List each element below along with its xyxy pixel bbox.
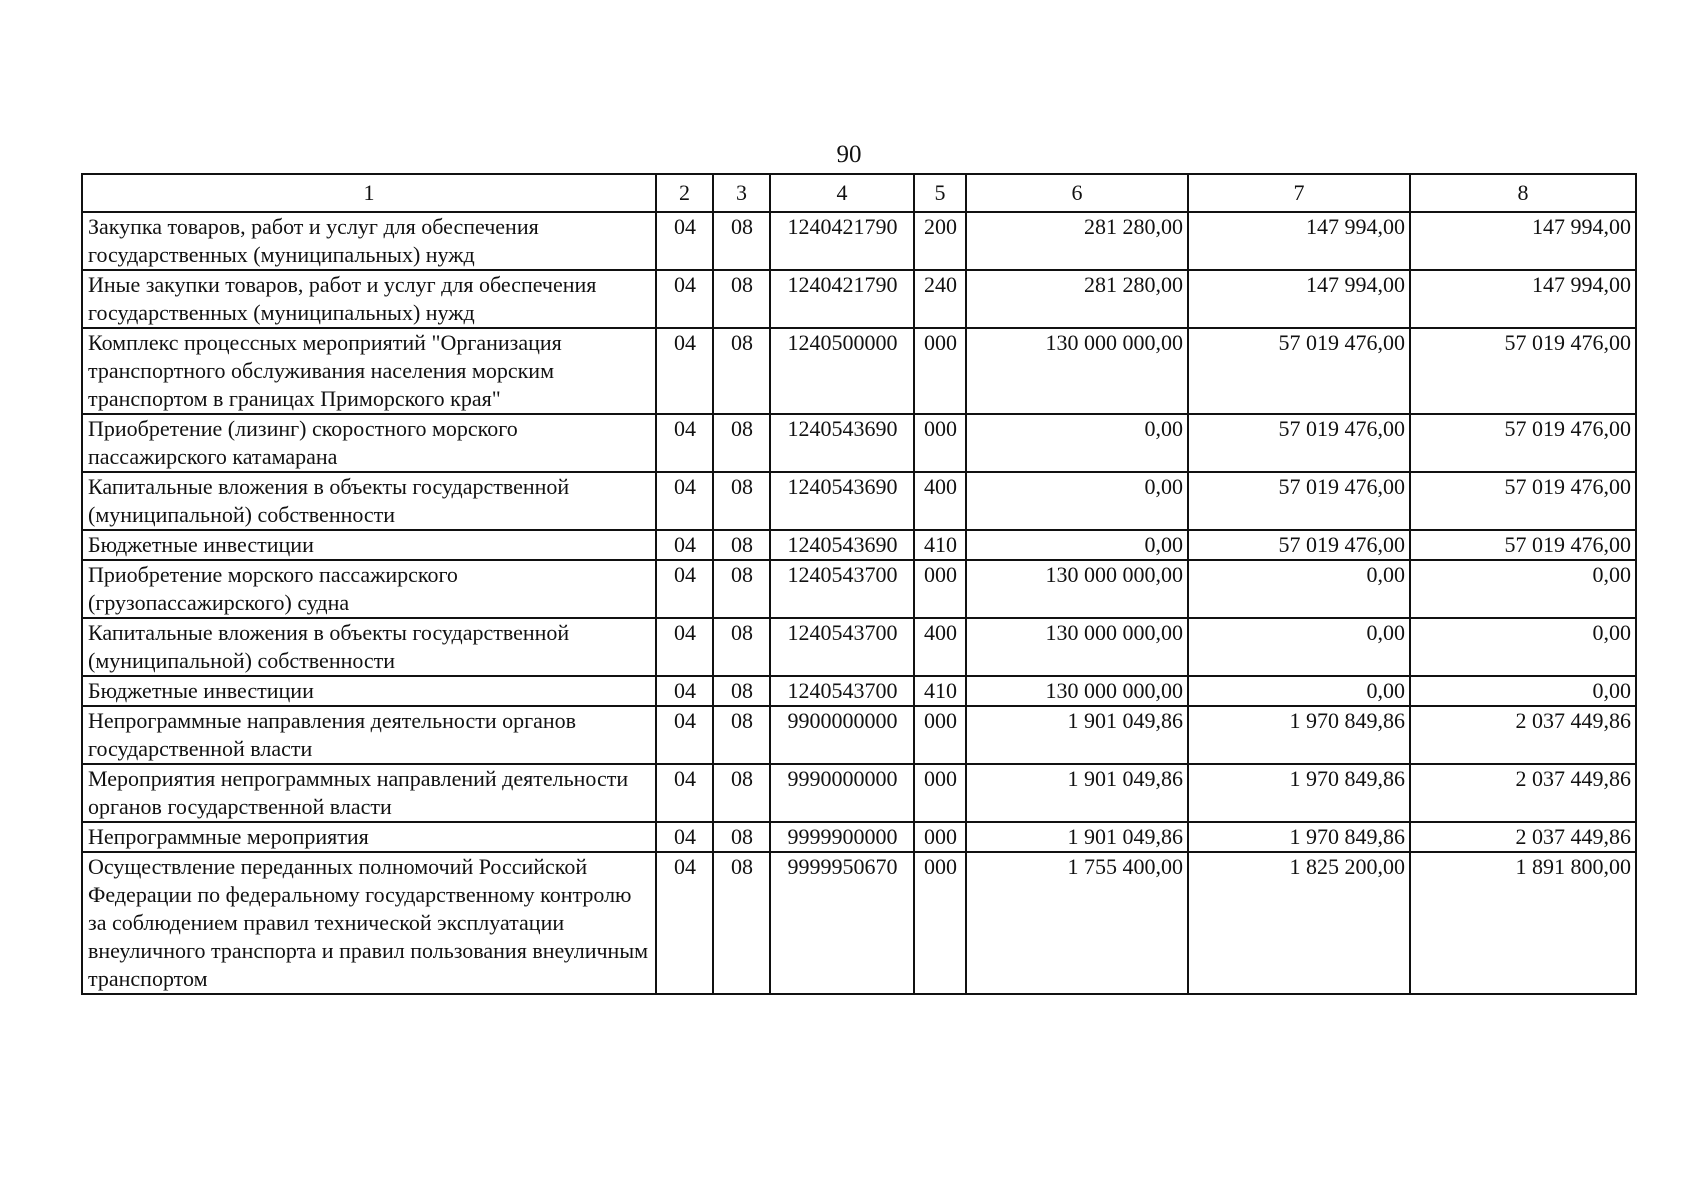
amount-col6: 130 000 000,00 bbox=[966, 618, 1188, 676]
row-name: Капитальные вложения в объекты государственной (муниципальной) собственности bbox=[82, 618, 656, 676]
section-code: 04 bbox=[656, 822, 713, 852]
amount-col8: 147 994,00 bbox=[1410, 270, 1636, 328]
column-header: 5 bbox=[914, 174, 966, 212]
amount-col8: 0,00 bbox=[1410, 560, 1636, 618]
subsection-code: 08 bbox=[713, 530, 770, 560]
row-name: Капитальные вложения в объекты государственной (муниципальной) собственности bbox=[82, 472, 656, 530]
row-name: Комплекс процессных мероприятий "Организация транспортного обслуживания населения морским транспортом в границах Приморского края" bbox=[82, 328, 656, 414]
target-article-code: 1240543690 bbox=[770, 530, 914, 560]
expense-type-code: 410 bbox=[914, 676, 966, 706]
amount-col7: 147 994,00 bbox=[1188, 270, 1410, 328]
expense-type-code: 000 bbox=[914, 328, 966, 414]
table-row bbox=[82, 530, 1636, 560]
row-name: Иные закупки товаров, работ и услуг для обеспечения государственных (муниципальных) нужд bbox=[82, 270, 656, 328]
amount-col6: 1 901 049,86 bbox=[966, 822, 1188, 852]
amount-col7: 1 825 200,00 bbox=[1188, 852, 1410, 994]
expense-type-code: 000 bbox=[914, 706, 966, 764]
amount-col7: 0,00 bbox=[1188, 618, 1410, 676]
expense-type-code: 400 bbox=[914, 472, 966, 530]
amount-col7: 57 019 476,00 bbox=[1188, 472, 1410, 530]
target-article-code: 1240421790 bbox=[770, 212, 914, 270]
target-article-code: 9999900000 bbox=[770, 822, 914, 852]
expense-type-code: 000 bbox=[914, 852, 966, 994]
target-article-code: 1240500000 bbox=[770, 328, 914, 414]
expense-type-code: 000 bbox=[914, 822, 966, 852]
amount-col8: 2 037 449,86 bbox=[1410, 764, 1636, 822]
expense-type-code: 400 bbox=[914, 618, 966, 676]
column-header: 7 bbox=[1188, 174, 1410, 212]
amount-col6: 281 280,00 bbox=[966, 270, 1188, 328]
section-code: 04 bbox=[656, 618, 713, 676]
subsection-code: 08 bbox=[713, 212, 770, 270]
section-code: 04 bbox=[656, 328, 713, 414]
amount-col7: 0,00 bbox=[1188, 676, 1410, 706]
amount-col8: 147 994,00 bbox=[1410, 212, 1636, 270]
subsection-code: 08 bbox=[713, 618, 770, 676]
amount-col8: 57 019 476,00 bbox=[1410, 472, 1636, 530]
row-name: Непрограммные направления деятельности органов государственной власти bbox=[82, 706, 656, 764]
section-code: 04 bbox=[656, 414, 713, 472]
amount-col8: 57 019 476,00 bbox=[1410, 414, 1636, 472]
amount-col6: 1 901 049,86 bbox=[966, 764, 1188, 822]
section-code: 04 bbox=[656, 706, 713, 764]
amount-col7: 1 970 849,86 bbox=[1188, 822, 1410, 852]
amount-col8: 57 019 476,00 bbox=[1410, 530, 1636, 560]
target-article-code: 1240543700 bbox=[770, 560, 914, 618]
amount-col6: 130 000 000,00 bbox=[966, 328, 1188, 414]
section-code: 04 bbox=[656, 530, 713, 560]
amount-col7: 57 019 476,00 bbox=[1188, 414, 1410, 472]
amount-col7: 57 019 476,00 bbox=[1188, 530, 1410, 560]
budget-table bbox=[81, 173, 1637, 995]
table-row bbox=[82, 414, 1636, 472]
amount-col8: 1 891 800,00 bbox=[1410, 852, 1636, 994]
table-row bbox=[82, 618, 1636, 676]
expense-type-code: 000 bbox=[914, 764, 966, 822]
row-name: Непрограммные мероприятия bbox=[82, 822, 656, 852]
table-row bbox=[82, 822, 1636, 852]
table-row bbox=[82, 328, 1636, 414]
target-article-code: 1240421790 bbox=[770, 270, 914, 328]
column-number-header-row bbox=[82, 174, 1636, 212]
amount-col6: 0,00 bbox=[966, 414, 1188, 472]
section-code: 04 bbox=[656, 212, 713, 270]
amount-col7: 57 019 476,00 bbox=[1188, 328, 1410, 414]
table-row bbox=[82, 706, 1636, 764]
target-article-code: 9990000000 bbox=[770, 764, 914, 822]
expense-type-code: 240 bbox=[914, 270, 966, 328]
subsection-code: 08 bbox=[713, 852, 770, 994]
subsection-code: 08 bbox=[713, 414, 770, 472]
subsection-code: 08 bbox=[713, 270, 770, 328]
amount-col8: 0,00 bbox=[1410, 676, 1636, 706]
amount-col8: 0,00 bbox=[1410, 618, 1636, 676]
expense-type-code: 410 bbox=[914, 530, 966, 560]
section-code: 04 bbox=[656, 270, 713, 328]
row-name: Бюджетные инвестиции bbox=[82, 676, 656, 706]
amount-col7: 1 970 849,86 bbox=[1188, 764, 1410, 822]
target-article-code: 9900000000 bbox=[770, 706, 914, 764]
column-header: 6 bbox=[966, 174, 1188, 212]
amount-col6: 130 000 000,00 bbox=[966, 560, 1188, 618]
page-number: 90 bbox=[836, 141, 862, 168]
subsection-code: 08 bbox=[713, 472, 770, 530]
column-header: 2 bbox=[656, 174, 713, 212]
table-row bbox=[82, 472, 1636, 530]
table-row bbox=[82, 270, 1636, 328]
section-code: 04 bbox=[656, 764, 713, 822]
column-header: 1 bbox=[82, 174, 656, 212]
table-row bbox=[82, 676, 1636, 706]
subsection-code: 08 bbox=[713, 764, 770, 822]
amount-col7: 1 970 849,86 bbox=[1188, 706, 1410, 764]
target-article-code: 1240543700 bbox=[770, 618, 914, 676]
row-name: Закупка товаров, работ и услуг для обеспечения государственных (муниципальных) нужд bbox=[82, 212, 656, 270]
amount-col6: 1 755 400,00 bbox=[966, 852, 1188, 994]
amount-col6: 0,00 bbox=[966, 530, 1188, 560]
target-article-code: 9999950670 bbox=[770, 852, 914, 994]
amount-col8: 57 019 476,00 bbox=[1410, 328, 1636, 414]
amount-col6: 281 280,00 bbox=[966, 212, 1188, 270]
amount-col6: 1 901 049,86 bbox=[966, 706, 1188, 764]
subsection-code: 08 bbox=[713, 328, 770, 414]
expense-type-code: 000 bbox=[914, 414, 966, 472]
expense-type-code: 000 bbox=[914, 560, 966, 618]
target-article-code: 1240543690 bbox=[770, 472, 914, 530]
table-row bbox=[82, 212, 1636, 270]
table-row bbox=[82, 560, 1636, 618]
amount-col8: 2 037 449,86 bbox=[1410, 706, 1636, 764]
amount-col6: 0,00 bbox=[966, 472, 1188, 530]
target-article-code: 1240543690 bbox=[770, 414, 914, 472]
section-code: 04 bbox=[656, 676, 713, 706]
column-header: 8 bbox=[1410, 174, 1636, 212]
amount-col7: 147 994,00 bbox=[1188, 212, 1410, 270]
table-row bbox=[82, 852, 1636, 994]
row-name: Осуществление переданных полномочий Российской Федерации по федеральному государственному контролю за соблюдением правил технической эксплуатации внеуличного транспорта и правил пользования внеуличным транспортом bbox=[82, 852, 656, 994]
amount-col6: 130 000 000,00 bbox=[966, 676, 1188, 706]
section-code: 04 bbox=[656, 560, 713, 618]
column-header: 4 bbox=[770, 174, 914, 212]
row-name: Мероприятия непрограммных направлений деятельности органов государственной власти bbox=[82, 764, 656, 822]
table-row bbox=[82, 764, 1636, 822]
column-header: 3 bbox=[713, 174, 770, 212]
row-name: Приобретение морского пассажирского (грузопассажирского) судна bbox=[82, 560, 656, 618]
target-article-code: 1240543700 bbox=[770, 676, 914, 706]
subsection-code: 08 bbox=[713, 822, 770, 852]
amount-col7: 0,00 bbox=[1188, 560, 1410, 618]
section-code: 04 bbox=[656, 472, 713, 530]
row-name: Приобретение (лизинг) скоростного морского пассажирского катамарана bbox=[82, 414, 656, 472]
row-name: Бюджетные инвестиции bbox=[82, 530, 656, 560]
expense-type-code: 200 bbox=[914, 212, 966, 270]
amount-col8: 2 037 449,86 bbox=[1410, 822, 1636, 852]
subsection-code: 08 bbox=[713, 706, 770, 764]
subsection-code: 08 bbox=[713, 560, 770, 618]
subsection-code: 08 bbox=[713, 676, 770, 706]
section-code: 04 bbox=[656, 852, 713, 994]
